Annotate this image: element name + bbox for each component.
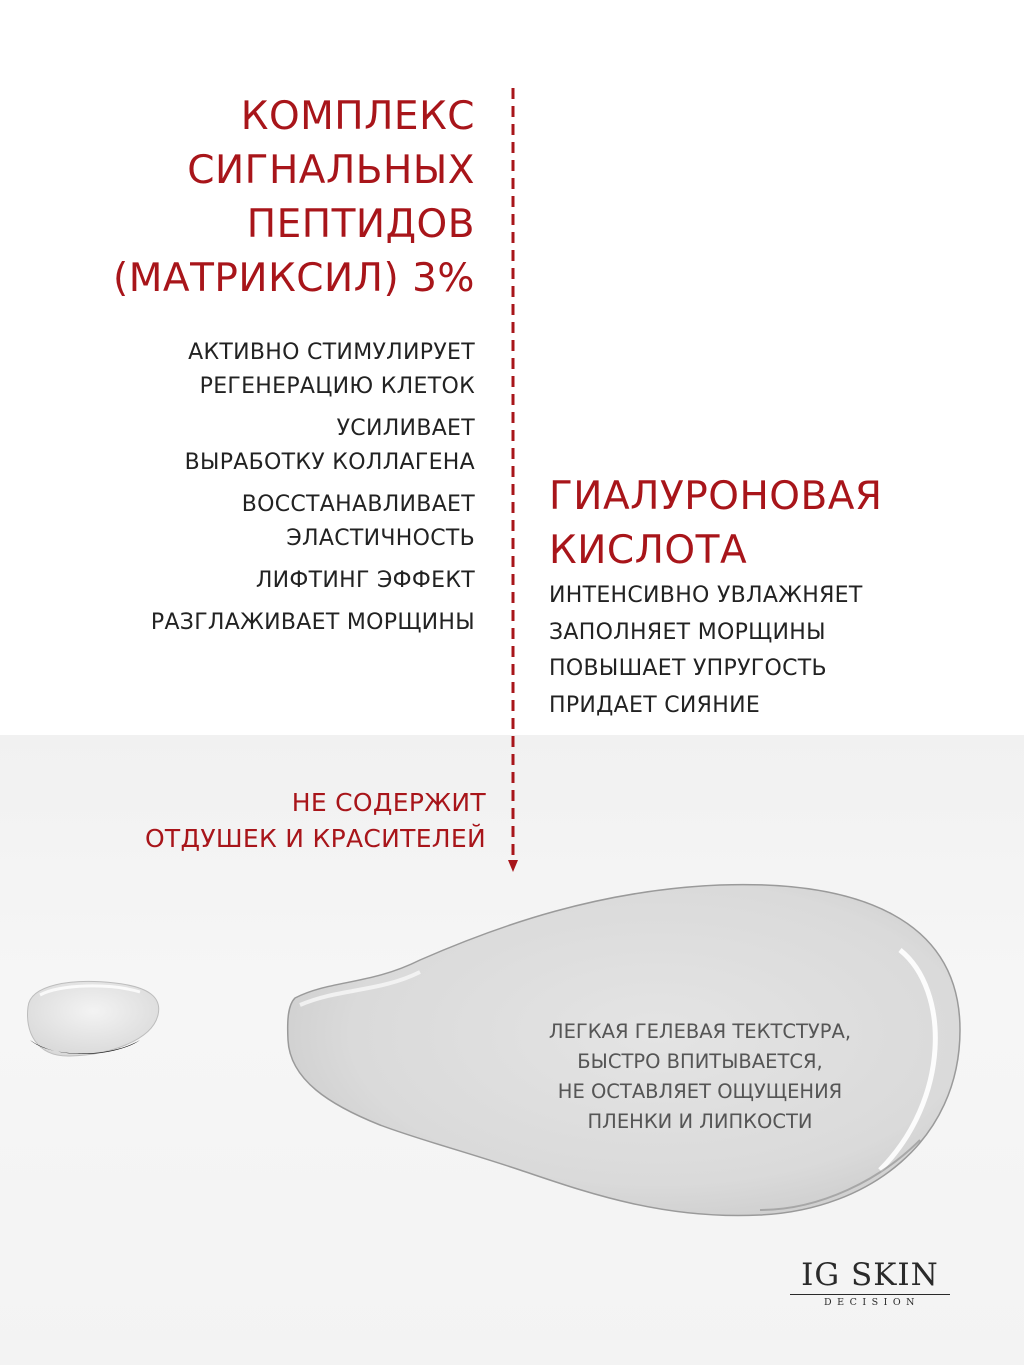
benefit-text: ВОССТАНАВЛИВАЕТ: [241, 492, 475, 517]
hyaluronic-acid-heading: [549, 470, 883, 578]
logo-sub-text: DECISION: [790, 1294, 950, 1309]
benefit-text: АКТИВНО СТИМУЛИРУЕТ: [188, 340, 475, 365]
texture-description: [530, 1017, 870, 1137]
heading-line: ПЕПТИДОВ: [246, 202, 475, 247]
benefit-item: [151, 606, 475, 640]
benefit-item: ПОВЫШАЕТ УПРУГОСТЬ: [549, 656, 827, 681]
benefit-item: ЗАПОЛНЯЕТ МОРЩИНЫ: [549, 619, 826, 645]
texture-line: ЛЕГКАЯ ГЕЛЕВАЯ ТЕКТСТУРА,: [548, 1020, 852, 1043]
benefit-text: УСИЛИВАЕТ: [336, 416, 475, 441]
gel-drops-illustration: [0, 880, 1024, 1240]
heading-line: СИГНАЛЬНЫХ: [187, 148, 475, 193]
no-fragrance-note: [145, 785, 486, 857]
texture-line: БЫСТРО ВПИТЫВАЕТСЯ,: [577, 1050, 823, 1073]
small-gel-drop: [27, 981, 158, 1056]
benefit-text: ВЫРАБОТКУ КОЛЛАГЕНА: [184, 450, 475, 475]
hyaluronic-benefits-list: [549, 578, 863, 724]
benefit-item: [151, 336, 475, 404]
brand-logo: [790, 1257, 950, 1309]
benefit-text: ЭЛАСТИЧНОСТЬ: [286, 526, 475, 551]
benefit-item: [151, 412, 475, 480]
heading-line: КИСЛОТА: [549, 528, 748, 573]
heading-line: (МАТРИКСИЛ) 3%: [113, 256, 475, 301]
dashed-divider-arrow: [507, 88, 519, 878]
benefit-text: РЕГЕНЕРАЦИЮ КЛЕТОК: [199, 374, 475, 399]
texture-line: НЕ ОСТАВЛЯЕТ ОЩУЩЕНИЯ: [557, 1080, 843, 1103]
arrow-down-icon: [508, 860, 518, 872]
peptide-complex-heading: [113, 90, 475, 306]
peptide-benefits-list: [151, 336, 475, 648]
note-line: ОТДУШЕК И КРАСИТЕЛЕЙ: [144, 824, 486, 853]
heading-line: КОМПЛЕКС: [240, 94, 475, 139]
benefit-item: [151, 488, 475, 556]
benefit-text: ЛИФТИНГ ЭФФЕКТ: [255, 568, 475, 593]
benefit-item: ПРИДАЕТ СИЯНИЕ: [549, 692, 761, 718]
logo-main-text: IG SKIN: [801, 1257, 939, 1293]
benefit-item: [151, 564, 475, 598]
benefit-item: ИНТЕНСИВНО УВЛАЖНЯЕТ: [549, 583, 863, 608]
note-line: НЕ СОДЕРЖИТ: [291, 788, 486, 817]
benefit-text: РАЗГЛАЖИВАЕТ МОРЩИНЫ: [150, 610, 475, 635]
heading-line: ГИАЛУРОНОВАЯ: [549, 474, 883, 519]
texture-line: ПЛЕНКИ И ЛИПКОСТИ: [587, 1110, 813, 1133]
